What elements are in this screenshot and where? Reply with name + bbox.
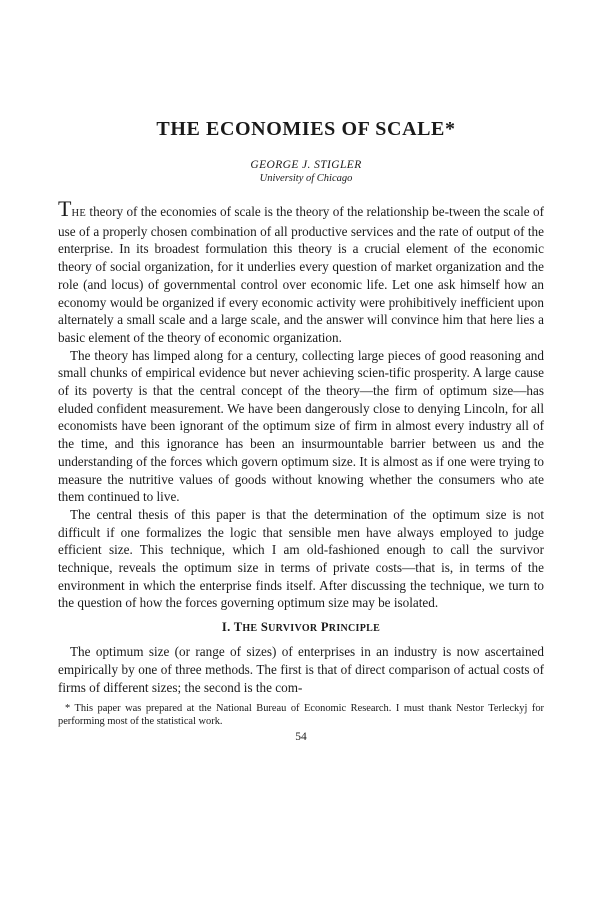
author-affiliation: University of Chicago [259,173,353,184]
section-heading-sc-3: RINCIPLE [328,623,381,635]
section-heading [58,620,544,635]
section-heading-sc-2: URVIVOR [268,623,318,635]
section-heading-p: P [317,620,329,635]
intro-paragraph-2: The theory has limped along for a century, collecting large pieces of good reasoning and small chunks of empirical evidence but never achieving scien-tific prosperity. A large cause of its poverty is that the central concept of the theory—the firm of optimum size—has eluded confident measurement. We have been dangerously close to denying Lincoln, for all economists have been ignorant of the optimum size of firm in almost every industry all of the time, and this ignorance has been an insurmountable barrier between us and the understanding of the forces which govern optimum size. It is almost as if one were trying to measure the nutritive values of goods without knowing whether the consumers who ate them continued to live. [58,347,544,505]
page-number: 54 [295,731,307,744]
author-name: GEORGE J. STIGLER [250,159,362,171]
section-heading-sc-1: HE [242,623,258,635]
intro-paragraph-3: The central thesis of this paper is that the determination of the optimum size is not difficult if one formalizes the logic that sensible men have always employed to judge efficient size. This technique, which I am old-fashioned enough to call the survivor technique, reveals the optimum size in terms of private costs—that is, in terms of the environment in which the enterprise finds itself. After discussing the technique, we turn to the question of how the forces governing optimum size may be isolated. [58,506,544,611]
page-content [58,118,544,743]
section-heading-number: I. T [221,620,243,635]
drop-cap: T [58,196,72,221]
intro-paragraph-1-text: theory of the economies of scale is the theory of the relationship be-tween the scale of use of a properly chosen combination of all productive services and the rate of output of the enterprise. In its broadest formulation this theory is a crucial element of the economic theory of social organization, for it underlies every question of market organization and the role (and locus) of governmental control over economic life. Let one ask himself how an economy would be organized if every economic activity were prohibitively inefficient upon alternately a small scale and a large scale, and the answer will convince him that here lies a basic element of the theory of economic organization. [58,204,544,345]
intro-paragraph-1 [58,196,544,347]
footnote: * This paper was prepared at the National Bureau of Economic Research. I must thank Nestor Terleckyj for performing most of the statistical work. [58,703,544,728]
article-title: THE ECONOMIES OF SCALE* [156,118,456,140]
section-1-paragraph: The optimum size (or range of sizes) of enterprises in an industry is now ascertained empirically by one of three methods. The first is that of direct comparison of actual costs of firms of different sizes; the second is the com- [58,644,544,695]
lead-small-caps: HE [71,208,87,219]
section-heading-s: S [257,620,269,635]
